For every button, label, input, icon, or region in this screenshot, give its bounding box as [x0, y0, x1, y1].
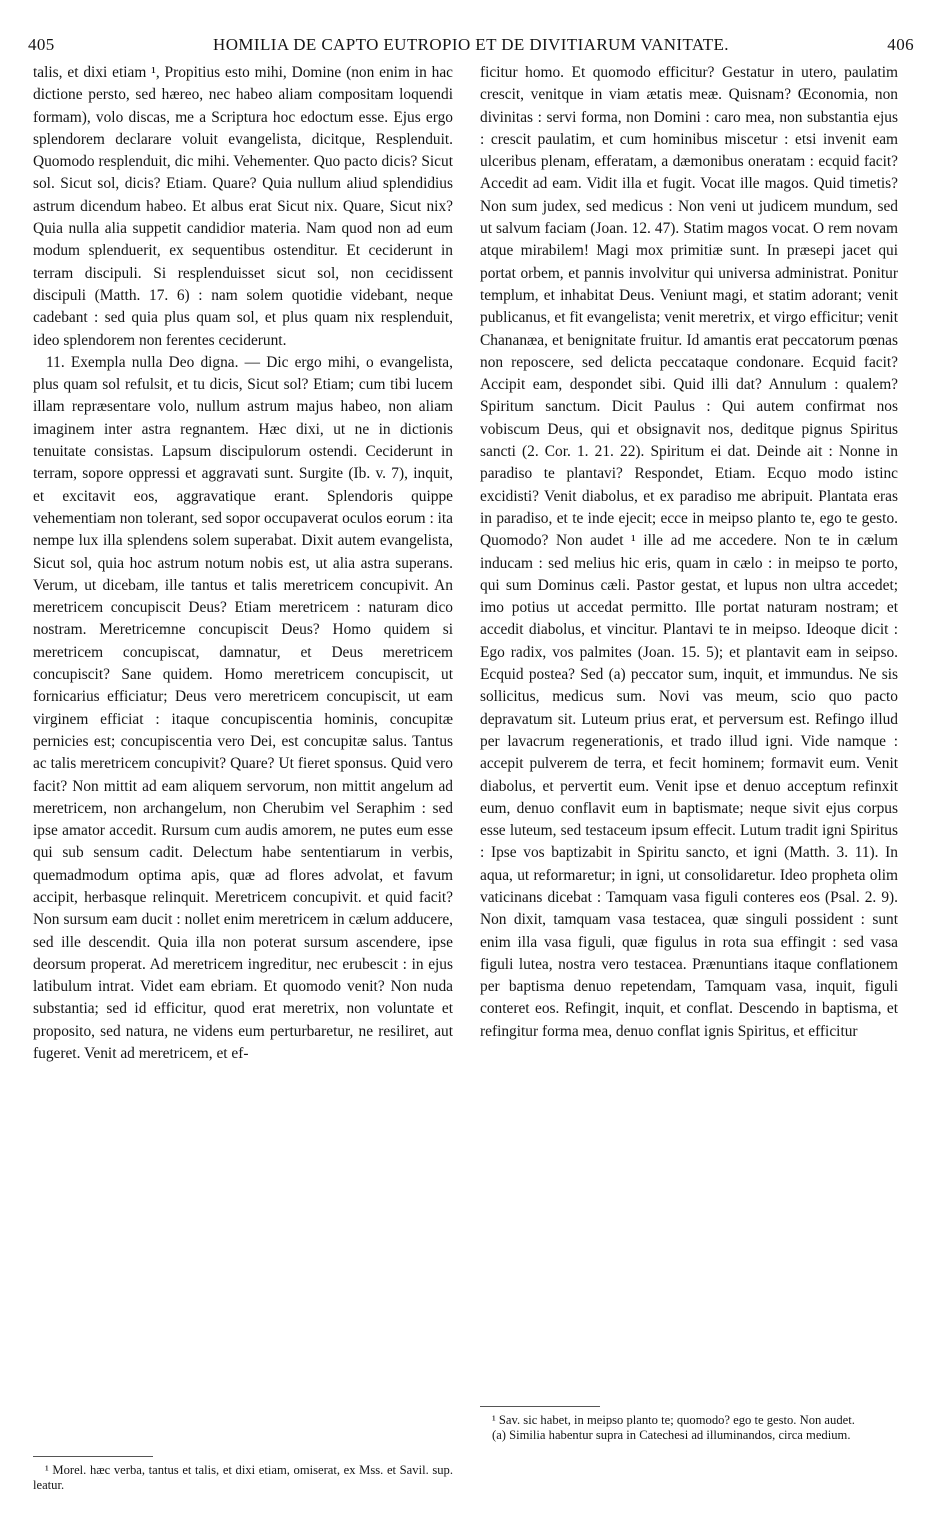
right-column	[480, 62, 898, 1043]
page-number-right: 406	[887, 35, 914, 54]
footnote: ¹ Morel. hæc verba, tantus et talis, et dixi etiam, omiserat, ex Mss. et Savil. sup. leatur.	[33, 1463, 453, 1492]
paragraph: talis, et dixi etiam ¹, Propitius esto mihi, Domine (non enim in hac dictione persto, sed hæreo, nec habeo aliam compositam loquendi formam), volo discas, me a Scriptura hoc edoctum esse. Ejus ergo splendorem declarare voluit evangelista, dicitque, Resplenduit. Quomodo resplenduit, dic mihi. Vehementer. Quo pacto dicis? Sicut sol. Sicut sol, dicis? Etiam. Quare? Quia nullum aliud splendidius astrum dicendum habeo. Et albus erat Sicut nix. Quare, Sicut nix? Quia nulla alia suppetit candidior materia. Nam quod non ad eum modum splenduerit, ex sequentibus ostenditur. Et ceciderunt in terram discipuli. Si resplenduisset sicut sol, non cecidissent discipuli (Matth. 17. 6) : nam solem quotidie videbant, neque cadebant : sed quia plus quam sol, et plus quam nix resplenduit, ideo splendorem non ferentes ceciderunt.	[33, 64, 453, 349]
footnote: (a) Similia habentur supra in Catechesi ad illuminandos, circa medium.	[492, 1428, 851, 1442]
left-column	[33, 62, 453, 1065]
footnotes-right	[480, 1406, 898, 1443]
running-title: HOMILIA DE CAPTO EUTROPIO ET DE DIVITIARUM VANITATE.	[213, 35, 729, 54]
paragraph: ficitur homo. Et quomodo efficitur? Gestatur in utero, paulatim crescit, venitque in viam ætatis meæ. Quisnam? Œconomia, non divinitas : servi forma, non Domini : caro mea, non substantia ejus : crescit paulatim, et cum hominibus miscetur : etsi invenit eam ulceribus plenam, efferatam, a dæmonibus oneratam : ecquid facit? Accedit ad eam. Vidit illa et fugit. Vocat ille magos. Quid timetis? Non sum judex, sed medicus : Non veni ut judicem mundum, sed ut salvum faciam (Joan. 12. 47). Statim magos vocat. O rem novam atque mirabilem! Magi mox primitiæ sunt. In præsepi jacet qui portat orbem, et pannis involvitur qui universa administrat. Ponitur templum, et inhabitat Deus. Veniunt magi, et statim adorant; venit publicanus, et fit evangelista; venit meretrix, et virgo efficitur; venit Chananæa, et benignitate fruitur. Id amantis erat peccatorum pœnas non reposcere, sed delicta peccataque condonare. Ecquid facit? Accipit eam, despondet sibi. Quid illi dat? Annulum : qualem? Spiritum sanctum. Dicit Paulus : Qui autem confirmat nos vobiscum Deus, qui et obsignavit nos, deditque pignus Spiritus sancti (2. Cor. 1. 21. 22). Spiritum ei dat. Deinde ait : Nonne in paradiso te plantavi? Respondet, Etiam. Ecquo modo istinc excidisti? Venit diabolus, et ex paradiso me abripuit. Plantata eras in paradiso, et te inde ejecit; ecce in meipso planto te, ego te gesto. Quomodo? Non audet ¹ ille ad me accedere. Non te in cælum inducam : sed melius hic eris, quam in cælo : in meipso te porto, qui sum Dominus cæli. Pastor gestat, et lupus non ultra accedet; imo potius ut accedat permitto. Ille portat naturam nostram; et accedit diabolus, et vincitur. Plantavi te in meipso. Ideoque dicit : Ego radix, vos palmites (Joan. 15. 5); et plantavit eam in seipso. Ecquid postea? Sed (a) peccator sum, inquit, et immundus. Ne sis sollicitus, medicus sum. Novi vas meum, scio quo pacto depravatum sit. Luteum prius erat, et perversum est. Refingo illud per lavacrum regenerationis, et trado illud igni. Vide namque : accepit pulverem de terra, et fecit hominem; formavit eum. Venit diabolus, et pervertit eum. Venit ipse et denuo acceptum refinxit eum, denuo conflavit eum in baptismate; neque sivit ejus corpus esse luteum, sed testaceum ipsum effecit. Lutum tradit igni Spiritus : Ipse vos baptizabit in Spiritu sancto, et igni (Matth. 3. 11). In aqua, ut reformaretur; in igni, ut consolidaretur. Ideo propheta olim vaticinans dicebat : Tamquam vasa figuli conteres eos (Psal. 2. 9). Non dixit, tamquam vasa testacea, quæ singuli possident : sunt enim illa vasa figuli, quæ figulus in rota sua effingit : sed vasa figuli lutea, nostra vero testacea. Prænuntians itaque conflationem per baptisma denuo repetendam, Tamquam vasa, inquit, figuli conteret eos. Refingit, inquit, et conflat. Descendo in baptisma, et refingitur forma mea, denuo conflat ignis Spiritus, et efficitur	[480, 64, 898, 1040]
footnote: ¹ Sav. sic habet, in meipso planto te; quomodo? ego te gesto. Non audet.	[492, 1413, 855, 1427]
running-head	[28, 34, 914, 56]
footnote-divider	[33, 1456, 153, 1457]
paragraph: 11. Exempla nulla Deo digna. — Dic ergo mihi, o evangelista, plus quam sol refulsit, et tu dicis, Sicut sol? Etiam; cum tibi lucem illam repræsentare volo, nullum astrum majus habeo, non aliam imaginem inter astra regnantem. Hæc dixi, ut ne in dictionis tenuitate consistas. Lapsum discipulorum ostendi. Ceciderunt in terram, sopore oppressi et aggravati sunt. Surgite (Ib. v. 7), inquit, et excitavit eos, aggravatique erant. Splendoris quippe vehementiam non tolerant, sed sopor occupaverat oculos eorum : ita nempe lux illa splendens solem superabat. Dixit autem evangelista, Sicut sol, quia hoc astrum notum nobis est, ut alia astra superans. Verum, ut dicebam, ille tantus et talis meretricem concupivit. An meretricem concupiscit Deus? Etiam meretricem : naturam dico nostram. Meretricemne concupiscit Deus? Homo quidem si meretricem concupiscat, damnatur, et Deus meretricem concupiscit? Sane quidem. Homo meretricem concupiscit, ut fornicarius efficiatur; Deus vero meretricem concupiscit, ut eam virginem efficiat : itaque concupiscentia hominis, concupitæ pernicies est; concupiscentia vero Dei, est concupitæ salus. Tantus ac talis meretricem concupivit? Quare? Ut fieret sponsus. Quid vero facit? Non mittit ad eam aliquem servorum, non mittit angelum ad meretricem, non archangelum, non Cherubim vel Seraphim : sed ipse amator accedit. Rursum cum audis amorem, ne putes eum esse qui sub sensum cadit. Delectum habe sententiarum in verbis, quemadmodum optima apis, quæ ad flores advolat, et favum accipit, herbasque relinquit. Meretricem concupivit. et quid facit? Non sursum eam ducit : nollet enim meretricem in cælum adducere, sed ille descendit. Quia illa non poterat sursum ascendere, ipse deorsum properat. Ad meretricem ingreditur, nec erubescit : in ejus latibulum intrat. Videt eam ebriam. Et quomodo venit? Non nuda substantia; sed id efficitur, quod erat meretrix, non voluntate et proposito, sed natura, ne videns eum perturbaretur, ne resiliret, aut fugeret. Venit ad meretricem, et ef-	[33, 353, 453, 1063]
footnotes-left	[33, 1456, 453, 1493]
page-number-left: 405	[28, 35, 55, 54]
footnote-divider	[480, 1406, 600, 1407]
